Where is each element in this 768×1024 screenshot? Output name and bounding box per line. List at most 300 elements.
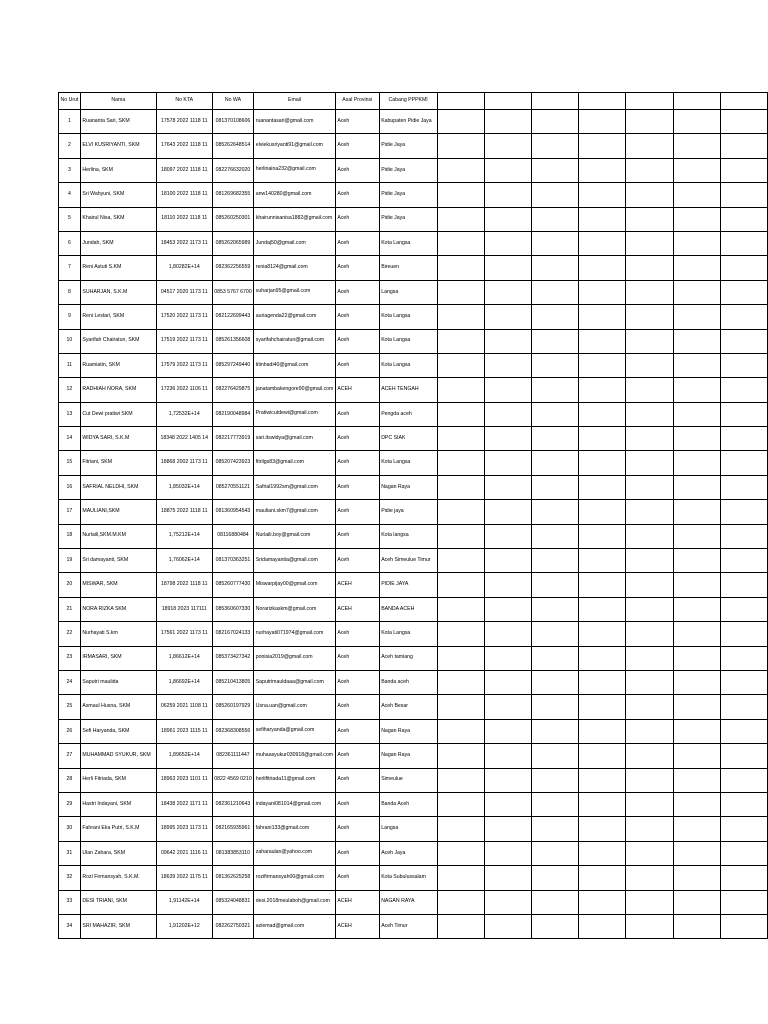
- cell-nama: Ulan Zahara, SKM: [80, 841, 156, 865]
- cell-no: 28: [59, 768, 81, 792]
- cell-no: 33: [59, 890, 81, 914]
- empty-cell: [673, 549, 720, 573]
- table-row: [59, 183, 768, 207]
- empty-cell: [531, 670, 578, 694]
- cell-wa: 085360607330: [212, 597, 254, 621]
- cell-nama: Fahrani Eka Putri, S.K.M: [80, 817, 156, 841]
- empty-cell: [673, 719, 720, 743]
- empty-cell: [579, 475, 626, 499]
- cell-email: Saputrimauldaaa@gmail.com: [254, 670, 336, 694]
- empty-cell: [531, 378, 578, 402]
- empty-cell: [579, 183, 626, 207]
- cell-no: 34: [59, 914, 81, 938]
- table-row: [59, 670, 768, 694]
- cell-email: indayani081014@gmail.com: [254, 792, 336, 816]
- empty-cell: [720, 329, 767, 353]
- cell-nama: SUHARJAN, S.K.M: [80, 280, 156, 304]
- empty-cell: [531, 597, 578, 621]
- cell-no: 27: [59, 744, 81, 768]
- cell-prov: ACEH: [335, 378, 379, 402]
- empty-cell: [531, 329, 578, 353]
- empty-cell: [720, 597, 767, 621]
- cell-cabang: Nagan Raya: [379, 475, 437, 499]
- cell-prov: ACEH: [335, 914, 379, 938]
- cell-cabang: Kota langsa: [379, 524, 437, 548]
- cell-prov: Aceh: [335, 402, 379, 426]
- empty-cell: [437, 768, 484, 792]
- empty-cell: [626, 622, 673, 646]
- cell-prov: Aceh: [335, 305, 379, 329]
- empty-cell: [579, 427, 626, 451]
- cell-wa: 082167024133: [212, 622, 254, 646]
- empty-cell: [720, 719, 767, 743]
- empty-cell: [579, 817, 626, 841]
- cell-kta: 18875 2022 1118 11: [156, 500, 212, 524]
- cell-nama: MUHAMMAD SYUKUR, SKM: [80, 744, 156, 768]
- cell-prov: Aceh: [335, 524, 379, 548]
- empty-cell: [626, 890, 673, 914]
- cell-prov: Aceh: [335, 134, 379, 158]
- empty-cell: [673, 134, 720, 158]
- empty-cell: [673, 817, 720, 841]
- empty-cell: [626, 646, 673, 670]
- empty-cell: [720, 622, 767, 646]
- cell-nama: RADHIAH NORA, SKM: [80, 378, 156, 402]
- cell-prov: Aceh: [335, 670, 379, 694]
- cell-prov: Aceh: [335, 817, 379, 841]
- empty-cell: [673, 524, 720, 548]
- cell-no: 9: [59, 305, 81, 329]
- empty-cell: [626, 817, 673, 841]
- cell-kta: 18995 2023 1173 11: [156, 817, 212, 841]
- empty-cell: [484, 817, 531, 841]
- table-row: [59, 451, 768, 475]
- table-row: [59, 719, 768, 743]
- cell-wa: 085270551121: [212, 475, 254, 499]
- cell-prov: ACEH: [335, 890, 379, 914]
- cell-wa: 085260197929: [212, 695, 254, 719]
- members-table: [58, 92, 768, 939]
- empty-cell: [626, 719, 673, 743]
- cell-wa: 085207423923: [212, 451, 254, 475]
- cell-kta: 1,91202E+12: [156, 914, 212, 938]
- cell-nama: SAFRIAL NELDHI, SKM: [80, 475, 156, 499]
- header-row: [59, 93, 768, 110]
- cell-no: 23: [59, 646, 81, 670]
- empty-cell: [484, 475, 531, 499]
- empty-header-cell: [531, 93, 578, 110]
- cell-nama: MISWAR, SKM: [80, 573, 156, 597]
- empty-cell: [579, 134, 626, 158]
- cell-email: zaharaulan@yahoo.com: [254, 841, 336, 865]
- empty-cell: [720, 841, 767, 865]
- empty-cell: [531, 744, 578, 768]
- empty-cell: [626, 134, 673, 158]
- empty-cell: [673, 110, 720, 134]
- empty-cell: [437, 305, 484, 329]
- table-row: [59, 866, 768, 890]
- table-row: [59, 207, 768, 231]
- empty-cell: [673, 427, 720, 451]
- cell-cabang: Langsa: [379, 817, 437, 841]
- table-row: [59, 549, 768, 573]
- empty-cell: [720, 451, 767, 475]
- cell-prov: Aceh: [335, 549, 379, 573]
- empty-cell: [626, 744, 673, 768]
- cell-cabang: Kota Langsa: [379, 622, 437, 646]
- cell-wa: 0822 4569 0210: [212, 768, 254, 792]
- cell-nama: Jundah, SKM: [80, 231, 156, 255]
- empty-cell: [626, 451, 673, 475]
- cell-kta: 18110 2022 1118 11: [156, 207, 212, 231]
- empty-cell: [531, 427, 578, 451]
- cell-email: renia8124@gmail.com: [254, 256, 336, 280]
- cell-nama: DESI TRIANI, SKM: [80, 890, 156, 914]
- empty-cell: [626, 183, 673, 207]
- cell-kta: 17643 2022 1118 11: [156, 134, 212, 158]
- cell-wa: 085260250301: [212, 207, 254, 231]
- empty-cell: [484, 914, 531, 938]
- cell-email: mauliani.skm7@gmail.com: [254, 500, 336, 524]
- empty-cell: [673, 207, 720, 231]
- cell-prov: Aceh: [335, 451, 379, 475]
- cell-cabang: Kota Langsa: [379, 305, 437, 329]
- table-row: [59, 524, 768, 548]
- empty-cell: [531, 158, 578, 182]
- cell-nama: Cut Dewi pratiwi SKM: [80, 402, 156, 426]
- table-row: [59, 817, 768, 841]
- cell-no: 4: [59, 183, 81, 207]
- empty-cell: [673, 744, 720, 768]
- cell-email: fitrilgs83@gmail.com: [254, 451, 336, 475]
- empty-cell: [484, 622, 531, 646]
- cell-wa: 081383853110: [212, 841, 254, 865]
- cell-nama: Nurlaili,SKM.M.KM: [80, 524, 156, 548]
- cell-kta: 1,75212E+14: [156, 524, 212, 548]
- cell-nama: Ruamiatin, SKM: [80, 353, 156, 377]
- cell-email: rozifirmansyah00@gmail.com: [254, 866, 336, 890]
- empty-cell: [579, 256, 626, 280]
- cell-prov: ACEH: [335, 573, 379, 597]
- empty-cell: [720, 524, 767, 548]
- cell-wa: 085262065989: [212, 231, 254, 255]
- cell-nama: Reni Lestari, SKM: [80, 305, 156, 329]
- empty-cell: [437, 183, 484, 207]
- empty-cell: [720, 427, 767, 451]
- empty-cell: [531, 695, 578, 719]
- empty-cell: [579, 110, 626, 134]
- empty-cell: [720, 792, 767, 816]
- empty-cell: [579, 305, 626, 329]
- empty-cell: [673, 914, 720, 938]
- empty-cell: [531, 866, 578, 890]
- empty-cell: [484, 329, 531, 353]
- empty-cell: [484, 646, 531, 670]
- empty-cell: [626, 231, 673, 255]
- cell-email: titinhadi40@gmail.com: [254, 353, 336, 377]
- table-row: [59, 256, 768, 280]
- cell-cabang: Pengda aceh: [379, 402, 437, 426]
- empty-cell: [437, 866, 484, 890]
- cell-email: Nurlaili.boy@gmail.com: [254, 524, 336, 548]
- empty-cell: [531, 280, 578, 304]
- empty-cell: [626, 866, 673, 890]
- empty-cell: [720, 866, 767, 890]
- empty-cell: [673, 597, 720, 621]
- empty-cell: [673, 353, 720, 377]
- cell-kta: 18918 2023 117111: [156, 597, 212, 621]
- cell-no: 8: [59, 280, 81, 304]
- empty-cell: [579, 866, 626, 890]
- empty-cell: [531, 719, 578, 743]
- cell-no: 6: [59, 231, 81, 255]
- empty-cell: [437, 670, 484, 694]
- cell-nama: Nurhayati S.km: [80, 622, 156, 646]
- cell-prov: ACEH: [335, 597, 379, 621]
- cell-nama: Khairul Nisa, SKM: [80, 207, 156, 231]
- cell-wa: 081370363251: [212, 549, 254, 573]
- header-email: Email: [254, 93, 336, 110]
- cell-wa: 085373427342: [212, 646, 254, 670]
- empty-cell: [626, 792, 673, 816]
- empty-cell: [484, 378, 531, 402]
- cell-cabang: Pidie jaya: [379, 500, 437, 524]
- empty-cell: [437, 573, 484, 597]
- cell-prov: Aceh: [335, 207, 379, 231]
- cell-cabang: Kota Langsa: [379, 353, 437, 377]
- empty-cell: [720, 280, 767, 304]
- cell-cabang: DPC SIAK: [379, 427, 437, 451]
- cell-kta: 17561 2022 1173 11: [156, 622, 212, 646]
- cell-wa: 085261356608: [212, 329, 254, 353]
- empty-cell: [673, 646, 720, 670]
- cell-no: 30: [59, 817, 81, 841]
- empty-header-cell: [484, 93, 531, 110]
- empty-cell: [579, 158, 626, 182]
- cell-wa: 082368308556: [212, 719, 254, 743]
- empty-cell: [531, 573, 578, 597]
- cell-cabang: Aceh Jaya: [379, 841, 437, 865]
- cell-kta: 1,91142E+14: [156, 890, 212, 914]
- empty-cell: [579, 231, 626, 255]
- cell-nama: NORA RIZKA SKM: [80, 597, 156, 621]
- empty-header-cell: [626, 93, 673, 110]
- empty-cell: [720, 817, 767, 841]
- empty-cell: [437, 280, 484, 304]
- empty-cell: [484, 158, 531, 182]
- cell-email: desi.2018meulaboh@gmail.com: [254, 890, 336, 914]
- cell-cabang: Nagan Raya: [379, 744, 437, 768]
- empty-cell: [484, 549, 531, 573]
- cell-cabang: Kota Langsa: [379, 329, 437, 353]
- empty-cell: [579, 914, 626, 938]
- cell-kta: 1,76062E+14: [156, 549, 212, 573]
- cell-no: 10: [59, 329, 81, 353]
- cell-cabang: PIDIE JAYA: [379, 573, 437, 597]
- cell-wa: 082165935961: [212, 817, 254, 841]
- cell-cabang: NAGAN RAYA: [379, 890, 437, 914]
- empty-cell: [484, 719, 531, 743]
- cell-wa: 085297249440: [212, 353, 254, 377]
- cell-no: 31: [59, 841, 81, 865]
- cell-wa: 082276429875: [212, 378, 254, 402]
- empty-cell: [437, 110, 484, 134]
- cell-kta: 18639 2022 1175 11: [156, 866, 212, 890]
- empty-cell: [626, 841, 673, 865]
- table-row: [59, 914, 768, 938]
- cell-no: 12: [59, 378, 81, 402]
- empty-cell: [579, 329, 626, 353]
- empty-cell: [579, 719, 626, 743]
- table-row: [59, 841, 768, 865]
- empty-cell: [531, 622, 578, 646]
- empty-cell: [531, 256, 578, 280]
- empty-cell: [531, 890, 578, 914]
- empty-cell: [531, 134, 578, 158]
- cell-wa: 081370108606: [212, 110, 254, 134]
- cell-wa: 082361111447: [212, 744, 254, 768]
- cell-kta: 1,89652E+14: [156, 744, 212, 768]
- empty-cell: [579, 768, 626, 792]
- empty-cell: [531, 183, 578, 207]
- empty-cell: [720, 378, 767, 402]
- empty-cell: [531, 768, 578, 792]
- cell-no: 22: [59, 622, 81, 646]
- empty-cell: [626, 402, 673, 426]
- empty-cell: [626, 207, 673, 231]
- cell-wa: 085262648514: [212, 134, 254, 158]
- table-row: [59, 231, 768, 255]
- empty-cell: [437, 792, 484, 816]
- cell-email: herlinaina232@gmail.com: [254, 158, 336, 182]
- empty-cell: [673, 402, 720, 426]
- cell-nama: Herlina, SKM: [80, 158, 156, 182]
- cell-email: suharjan95@gmail.com: [254, 280, 336, 304]
- empty-cell: [626, 524, 673, 548]
- empty-cell: [720, 573, 767, 597]
- table-row: [59, 134, 768, 158]
- cell-kta: 18963 2023 1101 11: [156, 768, 212, 792]
- cell-prov: Aceh: [335, 792, 379, 816]
- cell-wa: 082217773919: [212, 427, 254, 451]
- empty-cell: [531, 841, 578, 865]
- table-row: [59, 329, 768, 353]
- cell-wa: 0853 5767 6700: [212, 280, 254, 304]
- cell-cabang: Pidie Jaya: [379, 158, 437, 182]
- empty-cell: [437, 451, 484, 475]
- empty-cell: [579, 597, 626, 621]
- table-row: [59, 158, 768, 182]
- cell-no: 21: [59, 597, 81, 621]
- cell-kta: 17519 2022 1173 11: [156, 329, 212, 353]
- cell-cabang: BANDA ACEH: [379, 597, 437, 621]
- cell-wa: 085324048831: [212, 890, 254, 914]
- empty-cell: [579, 378, 626, 402]
- table-row: [59, 792, 768, 816]
- empty-cell: [437, 890, 484, 914]
- cell-prov: Aceh: [335, 500, 379, 524]
- table-body: [59, 110, 768, 939]
- empty-cell: [579, 207, 626, 231]
- cell-email: Sridamayantia@gmail.com: [254, 549, 336, 573]
- empty-cell: [720, 110, 767, 134]
- cell-email: sari.itswidya@gmail.com: [254, 427, 336, 451]
- table-row: [59, 353, 768, 377]
- empty-cell: [720, 475, 767, 499]
- cell-cabang: Kota Subulussalam: [379, 866, 437, 890]
- empty-cell: [720, 134, 767, 158]
- cell-kta: 18348 2022 1405 14: [156, 427, 212, 451]
- empty-cell: [437, 207, 484, 231]
- empty-cell: [531, 402, 578, 426]
- empty-cell: [531, 110, 578, 134]
- empty-cell: [437, 719, 484, 743]
- cell-no: 16: [59, 475, 81, 499]
- cell-email: janatambakengore90@gmail.com: [254, 378, 336, 402]
- table-row: [59, 744, 768, 768]
- cell-email: auriagenda22@gmail.com: [254, 305, 336, 329]
- empty-cell: [673, 158, 720, 182]
- empty-cell: [484, 353, 531, 377]
- empty-cell: [673, 768, 720, 792]
- empty-cell: [484, 280, 531, 304]
- cell-cabang: Nagan Raya: [379, 719, 437, 743]
- empty-cell: [579, 402, 626, 426]
- cell-no: 19: [59, 549, 81, 573]
- cell-email: Norarizkaskm@gmail.com: [254, 597, 336, 621]
- cell-kta: 1,85032E+14: [156, 475, 212, 499]
- empty-cell: [484, 231, 531, 255]
- header-nama: Nama: [80, 93, 156, 110]
- empty-cell: [673, 451, 720, 475]
- empty-cell: [437, 378, 484, 402]
- empty-cell: [673, 866, 720, 890]
- cell-nama: MAULIANI,SKM: [80, 500, 156, 524]
- empty-cell: [437, 500, 484, 524]
- cell-nama: Fitriani, SKM: [80, 451, 156, 475]
- table-row: [59, 500, 768, 524]
- cell-kta: 18100 2022 1118 11: [156, 183, 212, 207]
- empty-cell: [579, 792, 626, 816]
- cell-nama: Sri damayanti, SKM: [80, 549, 156, 573]
- empty-cell: [579, 890, 626, 914]
- cell-nama: Sefi Haryanda, SKM: [80, 719, 156, 743]
- cell-kta: 1,86612E+14: [156, 646, 212, 670]
- cell-nama: Hastri Indayani, SKM: [80, 792, 156, 816]
- cell-prov: Aceh: [335, 866, 379, 890]
- cell-kta: 18438 2022 1171 11: [156, 792, 212, 816]
- table-row: [59, 573, 768, 597]
- empty-cell: [484, 305, 531, 329]
- cell-kta: 18453 2022 1173 11: [156, 231, 212, 255]
- cell-no: 1: [59, 110, 81, 134]
- empty-cell: [437, 549, 484, 573]
- cell-email: nurhayati071974@gmail.com: [254, 622, 336, 646]
- empty-cell: [720, 353, 767, 377]
- cell-cabang: Langsa: [379, 280, 437, 304]
- empty-cell: [720, 305, 767, 329]
- empty-cell: [720, 646, 767, 670]
- cell-cabang: Simeulue: [379, 768, 437, 792]
- empty-cell: [720, 158, 767, 182]
- cell-email: syarifahchairatun@gmail.com: [254, 329, 336, 353]
- empty-cell: [579, 646, 626, 670]
- cell-prov: Aceh: [335, 646, 379, 670]
- cell-email: Jundaj50@gmail.com: [254, 231, 336, 255]
- empty-cell: [484, 744, 531, 768]
- empty-cell: [673, 183, 720, 207]
- cell-prov: Aceh: [335, 329, 379, 353]
